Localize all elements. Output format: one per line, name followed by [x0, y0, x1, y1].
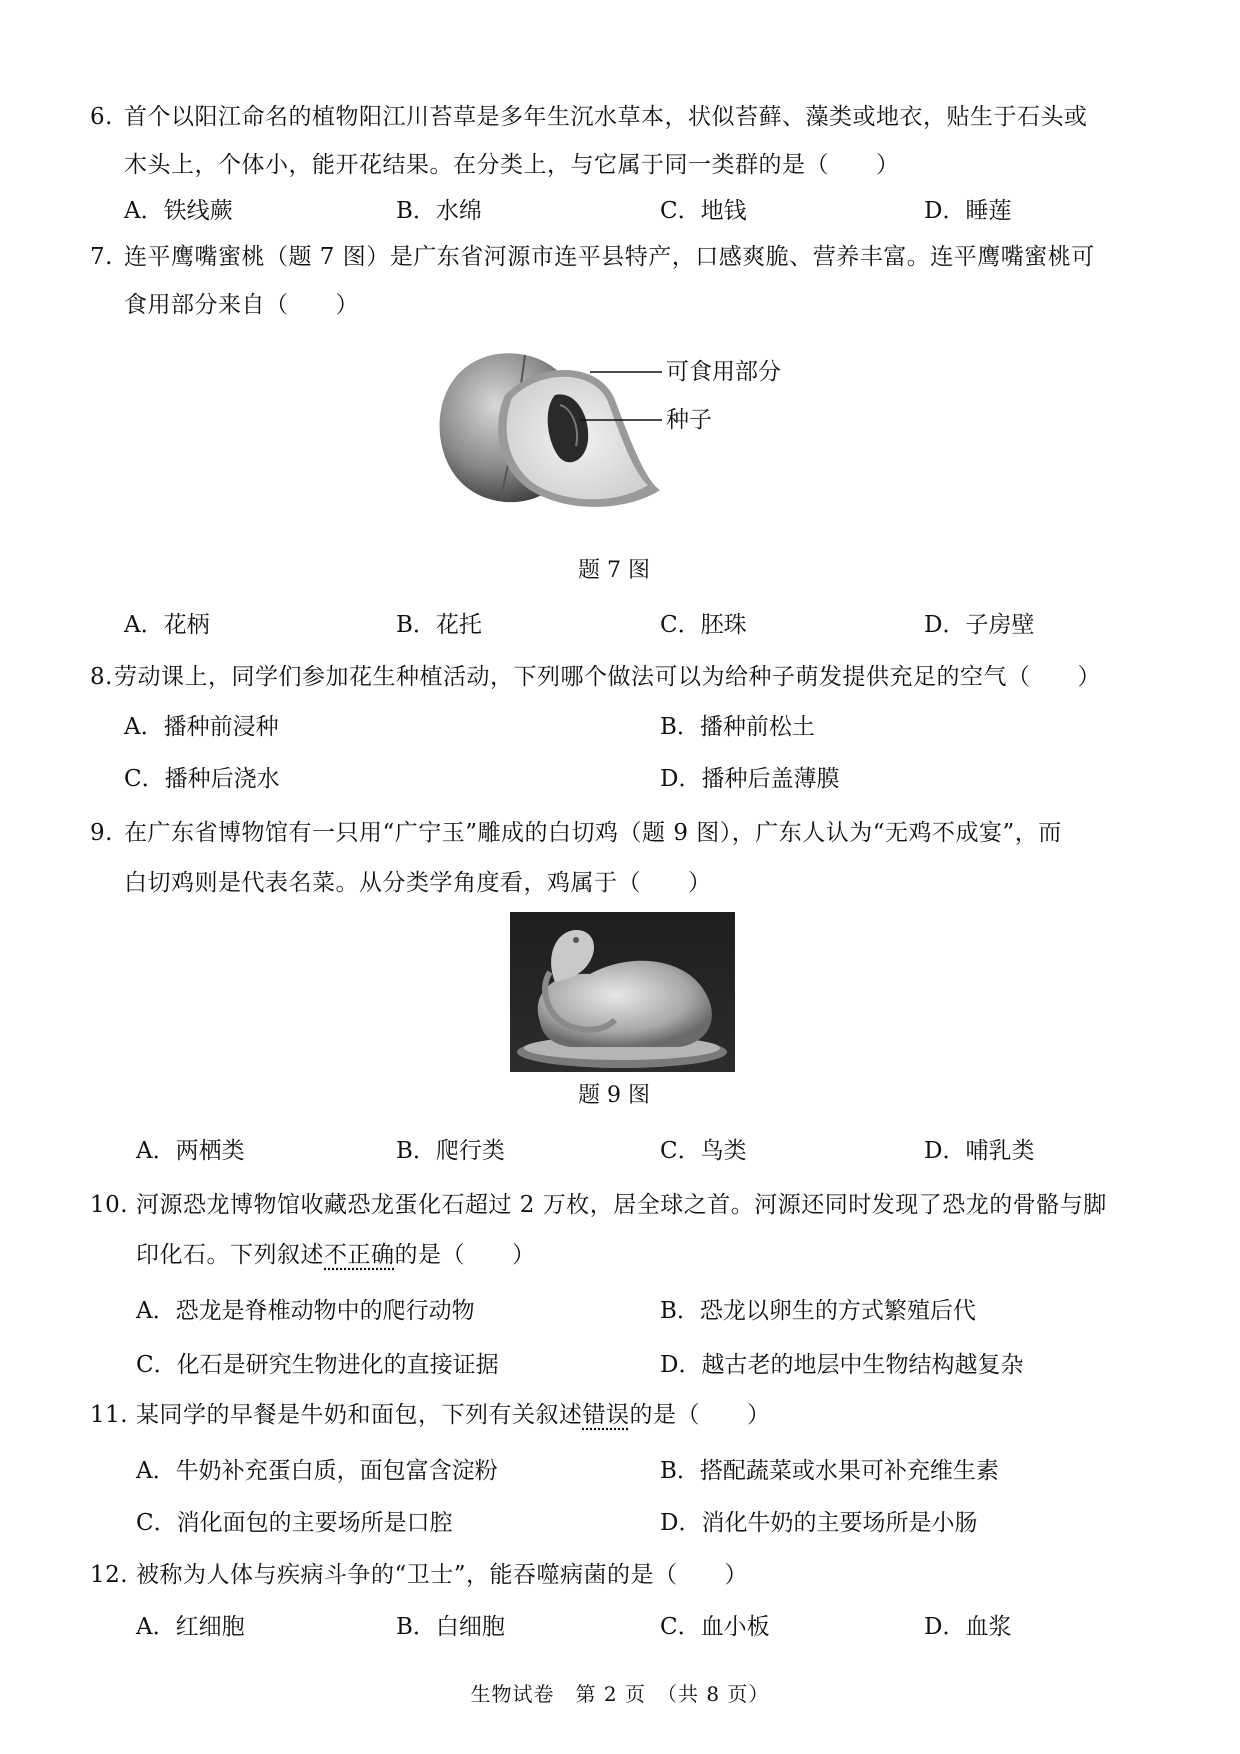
- q12-option-b: B．白细胞: [396, 1614, 505, 1640]
- q10-stem-emphasis: 不正确: [324, 1242, 395, 1268]
- q12-option-a: A．红细胞: [136, 1614, 245, 1640]
- q9-option-d: D．哺乳类: [924, 1138, 1035, 1164]
- q12-number: 12.: [90, 1562, 129, 1588]
- q6-stem-line1: 首个以阳江命名的植物阳江川苔草是多年生沉水草本，状似苔藓、藻类或地衣，贴生于石头或: [124, 104, 1088, 130]
- q7-option-a: A．花柄: [124, 612, 210, 638]
- q7-fig-caption: 题 7 图: [578, 558, 650, 583]
- q6-option-d: D．睡莲: [924, 198, 1012, 224]
- q9-option-c: C．鸟类: [660, 1138, 747, 1164]
- q12-stem-line1: 被称为人体与疾病斗争的“卫士”，能吞噬病菌的是（ ）: [136, 1562, 749, 1588]
- q7-number: 7.: [90, 244, 113, 270]
- q9-stem-line2: 白切鸡则是代表名菜。从分类学角度看，鸡属于（ ）: [124, 870, 712, 896]
- q6-number: 6.: [90, 104, 113, 130]
- q11-option-a: A．牛奶补充蛋白质，面包富含淀粉: [136, 1458, 498, 1484]
- q9-fig-caption: 题 9 图: [578, 1083, 650, 1108]
- q9-option-a: A．两栖类: [136, 1138, 245, 1164]
- q12-option-c: C．血小板: [660, 1614, 770, 1640]
- q8-stem-line1: 劳动课上，同学们参加花生种植活动，下列哪个做法可以为给种子萌发提供充足的空气（ ）: [114, 664, 1101, 690]
- q10-stem-post: 的是（ ）: [394, 1242, 536, 1268]
- page-footer: 生物试卷 第 2 页 （共 8 页）: [470, 1682, 770, 1706]
- q10-option-d: D．越古老的地层中生物结构越复杂: [660, 1352, 1024, 1378]
- q10-stem-line2: [136, 1240, 536, 1270]
- q10-number: 10.: [90, 1192, 129, 1218]
- q7-option-b: B．花托: [396, 612, 482, 638]
- q11-number: 11.: [90, 1402, 129, 1428]
- q11-stem-pre: 某同学的早餐是牛奶和面包，下列有关叙述: [136, 1402, 583, 1428]
- q9-number: 9.: [90, 820, 113, 846]
- q12-option-d: D．血浆: [924, 1614, 1012, 1640]
- q11-stem-post: 的是（ ）: [629, 1402, 771, 1428]
- q8-option-d: D．播种后盖薄膜: [660, 766, 840, 792]
- q8-number: 8.: [90, 664, 113, 690]
- q6-option-b: B．水绵: [396, 198, 482, 224]
- q11-option-c: C．消化面包的主要场所是口腔: [136, 1510, 453, 1536]
- q9-option-b: B．爬行类: [396, 1138, 505, 1164]
- q10-stem-line1: 河源恐龙博物馆收藏恐龙蛋化石超过 2 万枚，居全球之首。河源还同时发现了恐龙的骨骼与脚: [136, 1192, 1107, 1218]
- q7-fig-label-edible: 可食用部分: [666, 359, 781, 385]
- q11-option-d: D．消化牛奶的主要场所是小肠: [660, 1510, 978, 1536]
- q7-stem-line1: 连平鹰嘴蜜桃（题 7 图）是广东省河源市连平县特产，口感爽脆、营养丰富。连平鹰嘴蜜桃可: [124, 244, 1095, 270]
- q10-option-b: B．恐龙以卵生的方式繁殖后代: [660, 1298, 976, 1324]
- q7-option-c: C．胚珠: [660, 612, 747, 638]
- q11-stem-emphasis: 错误: [582, 1402, 630, 1428]
- jade-chicken-photo: [510, 912, 735, 1072]
- q11-stem-line1: [136, 1400, 771, 1430]
- q7-option-d: D．子房壁: [924, 612, 1035, 638]
- q10-option-a: A．恐龙是脊椎动物中的爬行动物: [136, 1298, 475, 1324]
- q6-option-c: C．地钱: [660, 198, 747, 224]
- q8-option-a: A．播种前浸种: [124, 714, 279, 740]
- q10-stem-pre: 印化石。下列叙述: [136, 1242, 324, 1268]
- q6-option-a: A．铁线蕨: [124, 198, 233, 224]
- q8-option-b: B．播种前松土: [660, 714, 815, 740]
- q7-stem-line2: 食用部分来自（ ）: [124, 292, 359, 318]
- q6-stem-line2: 木头上，个体小，能开花结果。在分类上，与它属于同一类群的是（ ）: [124, 152, 900, 178]
- q10-option-c: C．化石是研究生物进化的直接证据: [136, 1352, 499, 1378]
- q8-option-c: C．播种后浇水: [124, 766, 280, 792]
- q11-option-b: B．搭配蔬菜或水果可补充维生素: [660, 1458, 999, 1484]
- q7-fig-label-seed: 种子: [666, 407, 712, 433]
- q9-stem-line1: 在广东省博物馆有一只用“广宁玉”雕成的白切鸡（题 9 图），广东人认为“无鸡不成宴”，而: [124, 820, 1062, 846]
